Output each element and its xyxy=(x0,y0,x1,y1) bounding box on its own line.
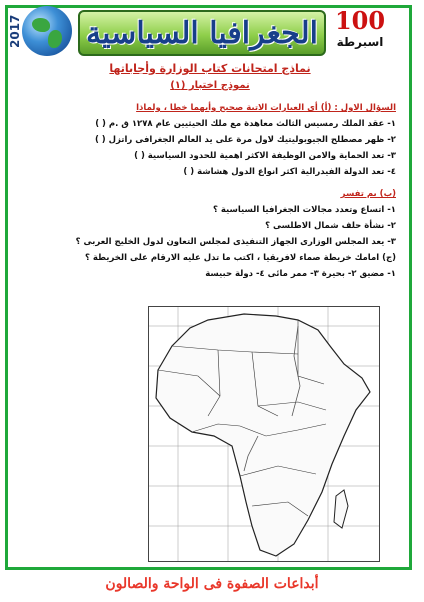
part-c-options: ١- مضيق ٢- بحيرة ٣- ممر مائى ٤- دولة حبيسة xyxy=(205,269,396,279)
badge-number: 100 xyxy=(334,6,386,35)
model-label: نموذج اختبار (١) xyxy=(170,80,250,91)
subtitle: نماذج امتحانات كتاب الوزارة وأجاباتها xyxy=(109,62,311,75)
questions xyxy=(18,102,396,284)
badge-label: اسبرطة xyxy=(336,35,384,49)
page-title: الجغرافيا السياسية xyxy=(86,15,318,51)
title-box xyxy=(78,10,326,56)
footer-credit: أبداعات الصفوة فى الواحة والصالون xyxy=(105,576,319,592)
badge xyxy=(326,8,394,54)
question1-item: ١- عقد الملك رمسيس الثالث معاهدة مع ملك الحيثيين عام ١٢٧٨ ق .م ( ) xyxy=(95,119,396,129)
part-c-heading: (ج) امامك خريطة صماء لافريقيا ، اكتب ما تدل عليه الارقام على الخريطة ؟ xyxy=(84,253,396,263)
part-b-heading: (ب) بم تفسر xyxy=(340,189,396,199)
globe-icon xyxy=(22,6,72,56)
question1-item: ٢- ظهر مصطلح الجيوبوليتيك لاول مرة على يد العالم الجغرافى راتزل ( ) xyxy=(94,135,396,145)
part-b-item: ٣- يعد المجلس الوزارى الجهاز التنفيذى لمجلس التعاون لدول الخليج العربى ؟ xyxy=(75,237,396,247)
africa-blank-map xyxy=(148,306,380,562)
year-label: 2017 xyxy=(8,14,22,48)
question1-item: ٣- تعد الحماية والامن الوظيفة الاكثر اهمية للحدود السياسية ( ) xyxy=(134,151,396,161)
part-b-item: ٢- نشأة حلف شمال الاطلسى ؟ xyxy=(265,221,396,231)
part-b-item: ١- اتساع وتعدد مجالات الجغرافيا السياسية ؟ xyxy=(212,205,396,215)
question1-heading: السؤال الاول : (أ) أى العبارات الاتية صحيح وأيهما خطا ، ولماذا xyxy=(136,103,396,113)
question1-item: ٤- تعد الدولة الفيدرالية اكثر انواع الدول هشاشة ( ) xyxy=(183,167,396,177)
